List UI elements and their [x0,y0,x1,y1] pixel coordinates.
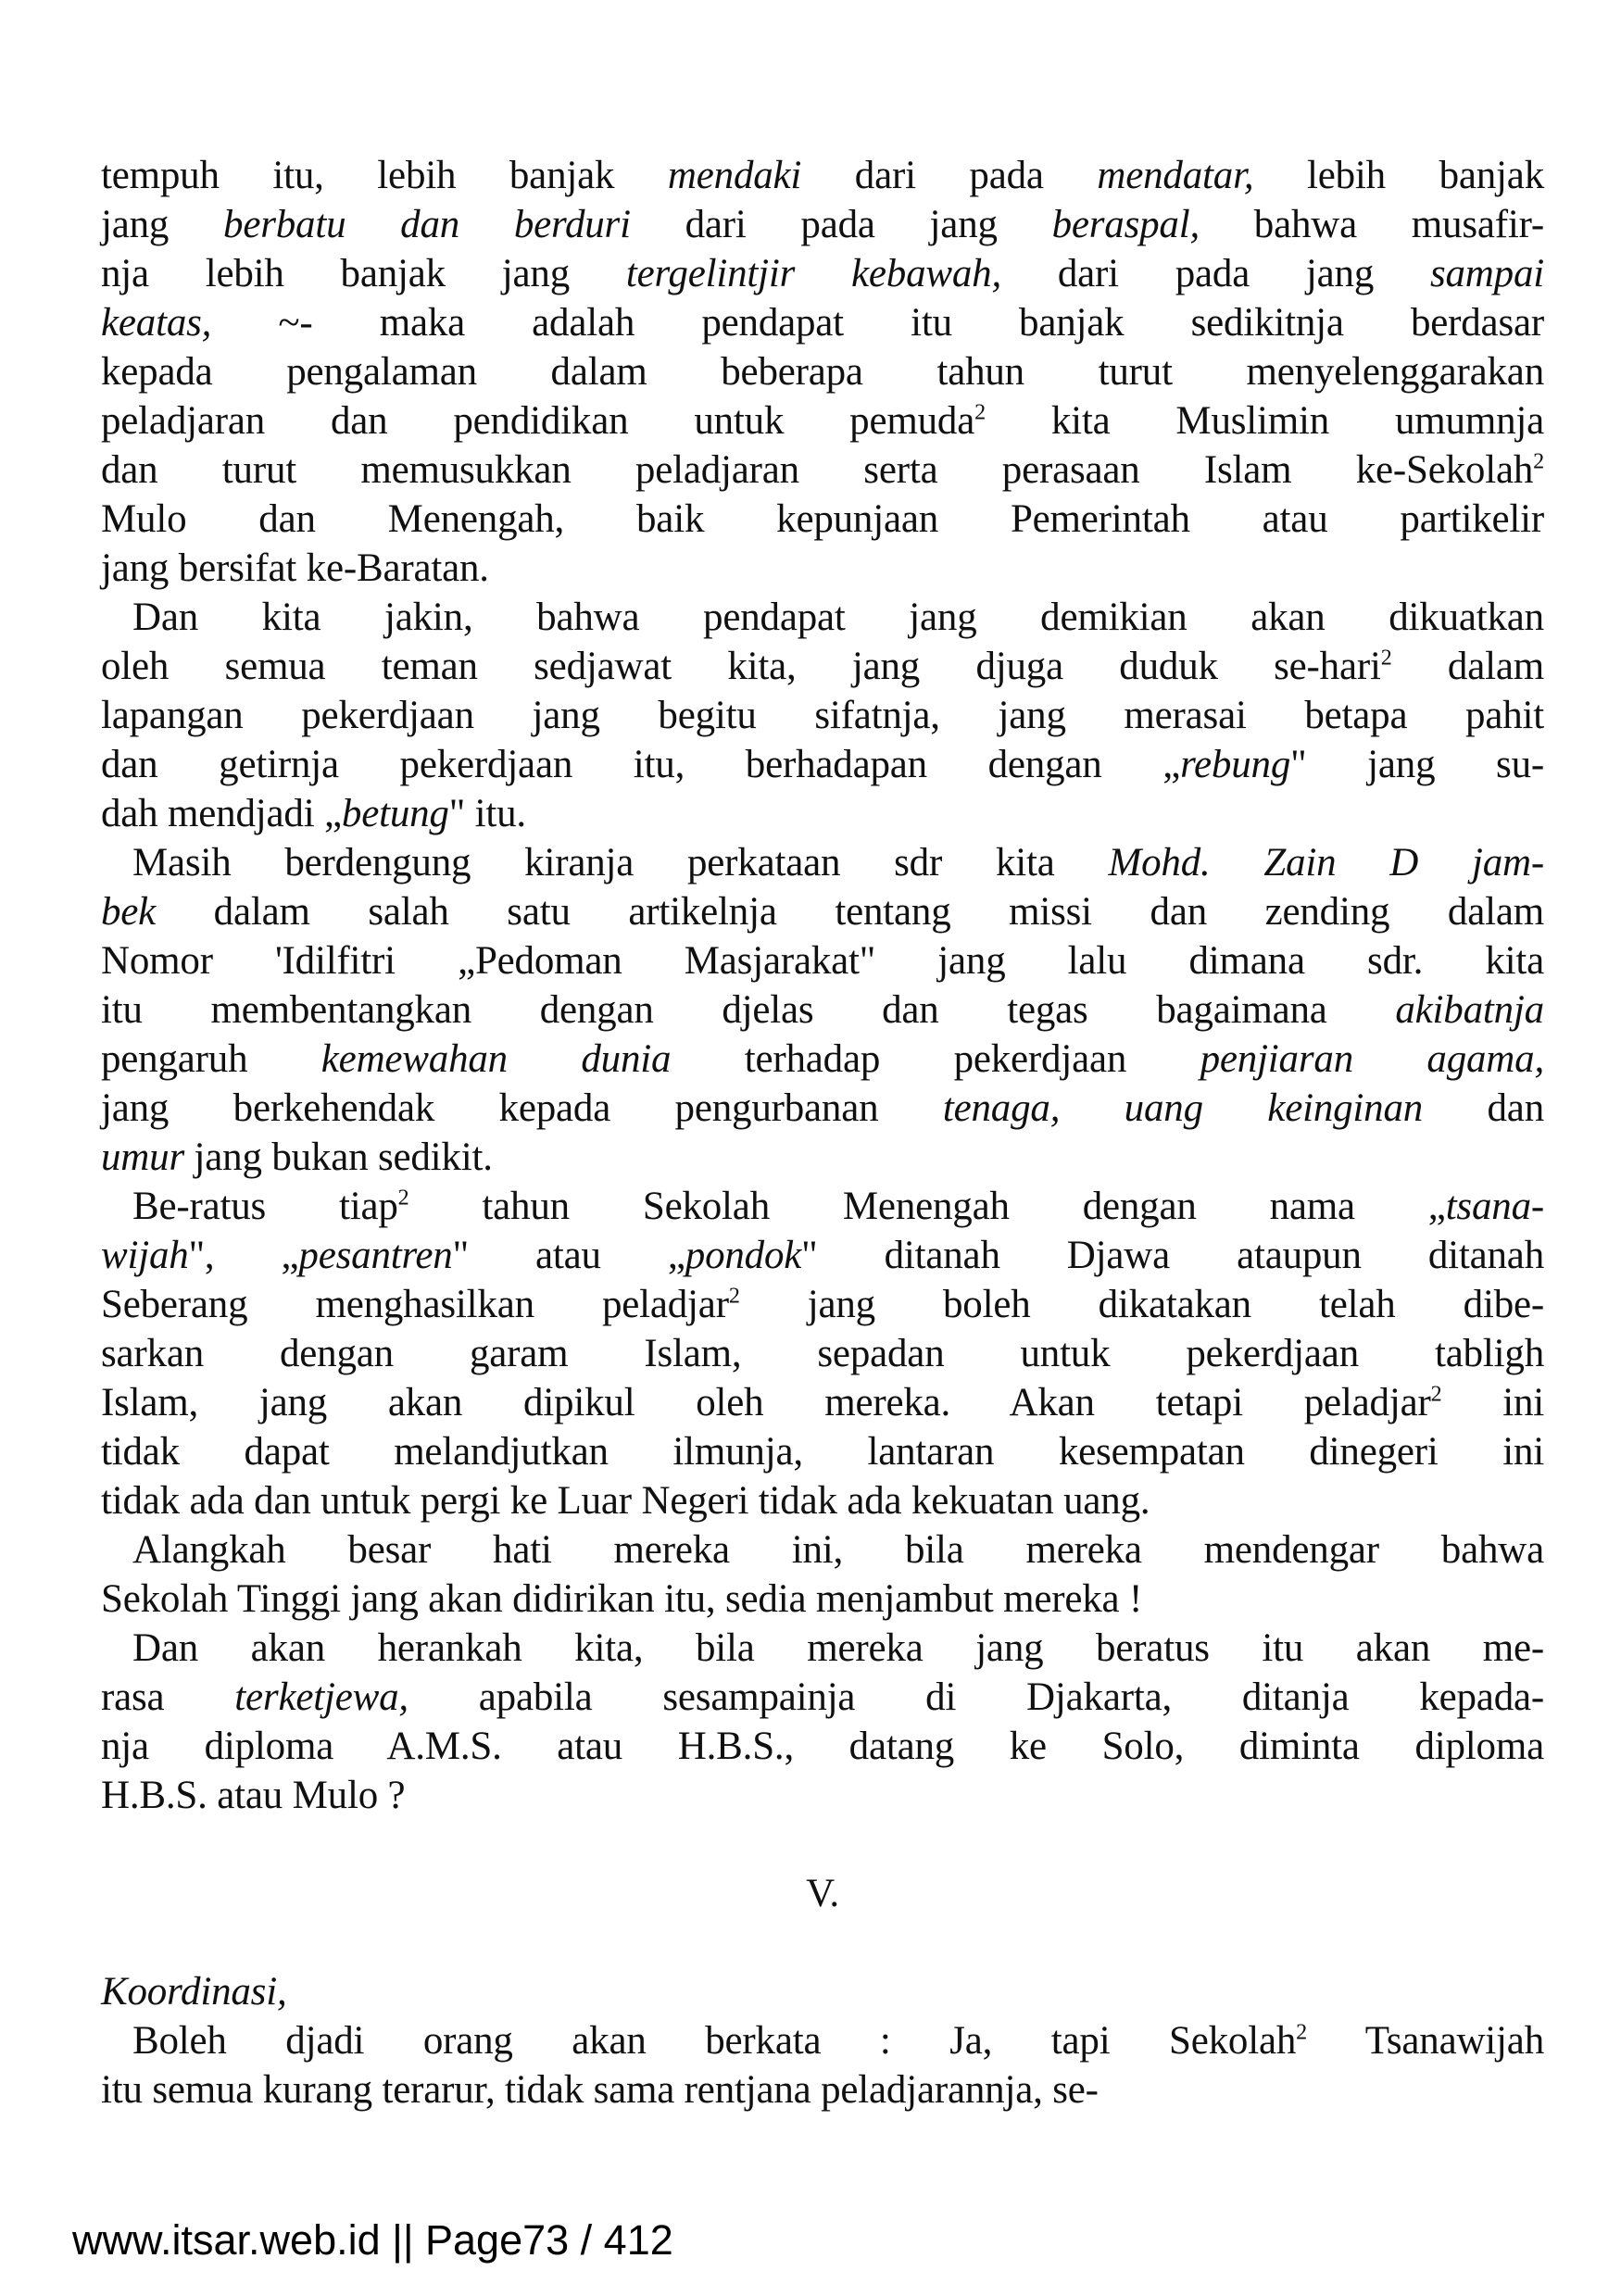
text-line: umur jang bukan sedikit. [101,1135,493,1179]
text-line: oleh semua teman sedjawat kita, jang djuga duduk se-hari$^2$ dalam [101,645,1544,688]
paragraph [101,1182,1544,1525]
text-line: dan getirnja pekerdjaan itu, berhadapan dengan „rebung" jang su- [101,743,1544,786]
text-line: sarkan dengan garam Islam, sepadan untuk pekerdjaan tabligh [101,1332,1544,1375]
paragraph [101,593,1544,838]
text-line: kepada pengalaman dalam beberapa tahun turut menyelenggarakan [101,350,1544,394]
section-heading: V. [806,1872,839,1915]
text-line: Masih berdengung kiranja perkataan sdr kita Mohd. Zain D jam- [132,841,1544,885]
text-line: lapangan pekerdjaan jang begitu sifatnja, jang merasai betapa pahit [101,694,1544,737]
paragraph [101,2016,1544,2114]
text-line: nja diploma A.M.S. atau H.B.S., datang ke Solo, diminta diploma [101,1725,1544,1768]
text-line: Alangkah besar hati mereka ini, bila mereka mendengar bahwa [132,1528,1544,1572]
text-line: dah mendjadi „betung" itu. [101,792,526,835]
text-line: jang berbatu dan berduri dari pada jang beraspal, bahwa musafir- [101,203,1544,246]
text-line: dan turut memusukkan peladjaran serta perasaan Islam ke-Sekolah$^2$ [101,448,1544,492]
text-line: itu membentangkan dengan djelas dan tegas bagaimana akibatnja [101,988,1544,1032]
page-content [101,151,1544,2114]
text-line: nja lebih banjak jang tergelintjir kebawah, dari pada jang sampai [101,252,1545,295]
text-line: Nomor 'Idilfitri „Pedoman Masjarakat" jang lalu dimana sdr. kita [101,939,1544,983]
text-line: rasa terketjewa, apabila sesampainja di Djakarta, ditanja kepada- [101,1675,1544,1719]
text-line: Dan akan herankah kita, bila mereka jang beratus itu akan me- [132,1626,1544,1670]
text-line: Boleh djadi orang akan berkata : Ja, tapi Sekolah$^2$ Tsanawijah [132,2019,1544,2063]
text-line: bek dalam salah satu artikelnja tentang missi dan zending dalam [101,890,1544,934]
text-line: wijah", „pesantren" atau „pondok" ditanah Djawa ataupun ditanah [101,1234,1544,1277]
text-line: jang bersifat ke-Baratan. [101,546,489,590]
section-label: Koordinasi, [101,1970,287,2014]
text-line: Sekolah Tinggi jang akan didirikan itu, sedia menjambut mereka ! [101,1577,1143,1621]
paragraph [101,1525,1544,1624]
text-line: itu semua kurang terarur, tidak sama rentjana peladjarannja, se- [101,2068,1099,2112]
text-line: Be-ratus tiap$^2$ tahun Sekolah Menengah dengan nama „tsana- [132,1185,1544,1228]
page-footer: www.itsar.web.id || Page73 / 412 [72,2216,673,2264]
text-line: keatas, ~- maka adalah pendapat itu banjak sedikitnja berdasar [101,301,1544,345]
text-line: Dan kita jakin, bahwa pendapat jang demikian akan dikuatkan [132,596,1544,639]
paragraph [101,838,1544,1182]
paragraph [101,1624,1544,1820]
text-line: Islam, jang akan dipikul oleh mereka. Akan tetapi peladjar$^2$ ini [101,1381,1545,1424]
text-line: tidak ada dan untuk pergi ke Luar Negeri tidak ada kekuatan uang. [101,1479,1150,1523]
text-line: Seberang menghasilkan peladjar$^2$ jang boleh dikatakan telah dibe- [101,1283,1544,1326]
text-line: pengaruh kemewahan dunia terhadap pekerdjaan penjiaran agama, [101,1037,1544,1081]
text-line: jang berkehendak kepada pengurbanan tenaga, uang keinginan dan [101,1086,1544,1130]
text-line: Mulo dan Menengah, baik kepunjaan Pemerintah atau partikelir [101,497,1544,541]
text-line: peladjaran dan pendidikan untuk pemuda$^2$ kita Muslimin umumnja [101,399,1545,443]
text-line: tempuh itu, lebih banjak mendaki dari pada mendatar, lebih banjak [101,154,1544,197]
text-line: tidak dapat melandjutkan ilmunja, lantaran kesempatan dinegeri ini [101,1430,1544,1474]
paragraph [101,151,1544,593]
text-line: H.B.S. atau Mulo ? [101,1774,406,1817]
